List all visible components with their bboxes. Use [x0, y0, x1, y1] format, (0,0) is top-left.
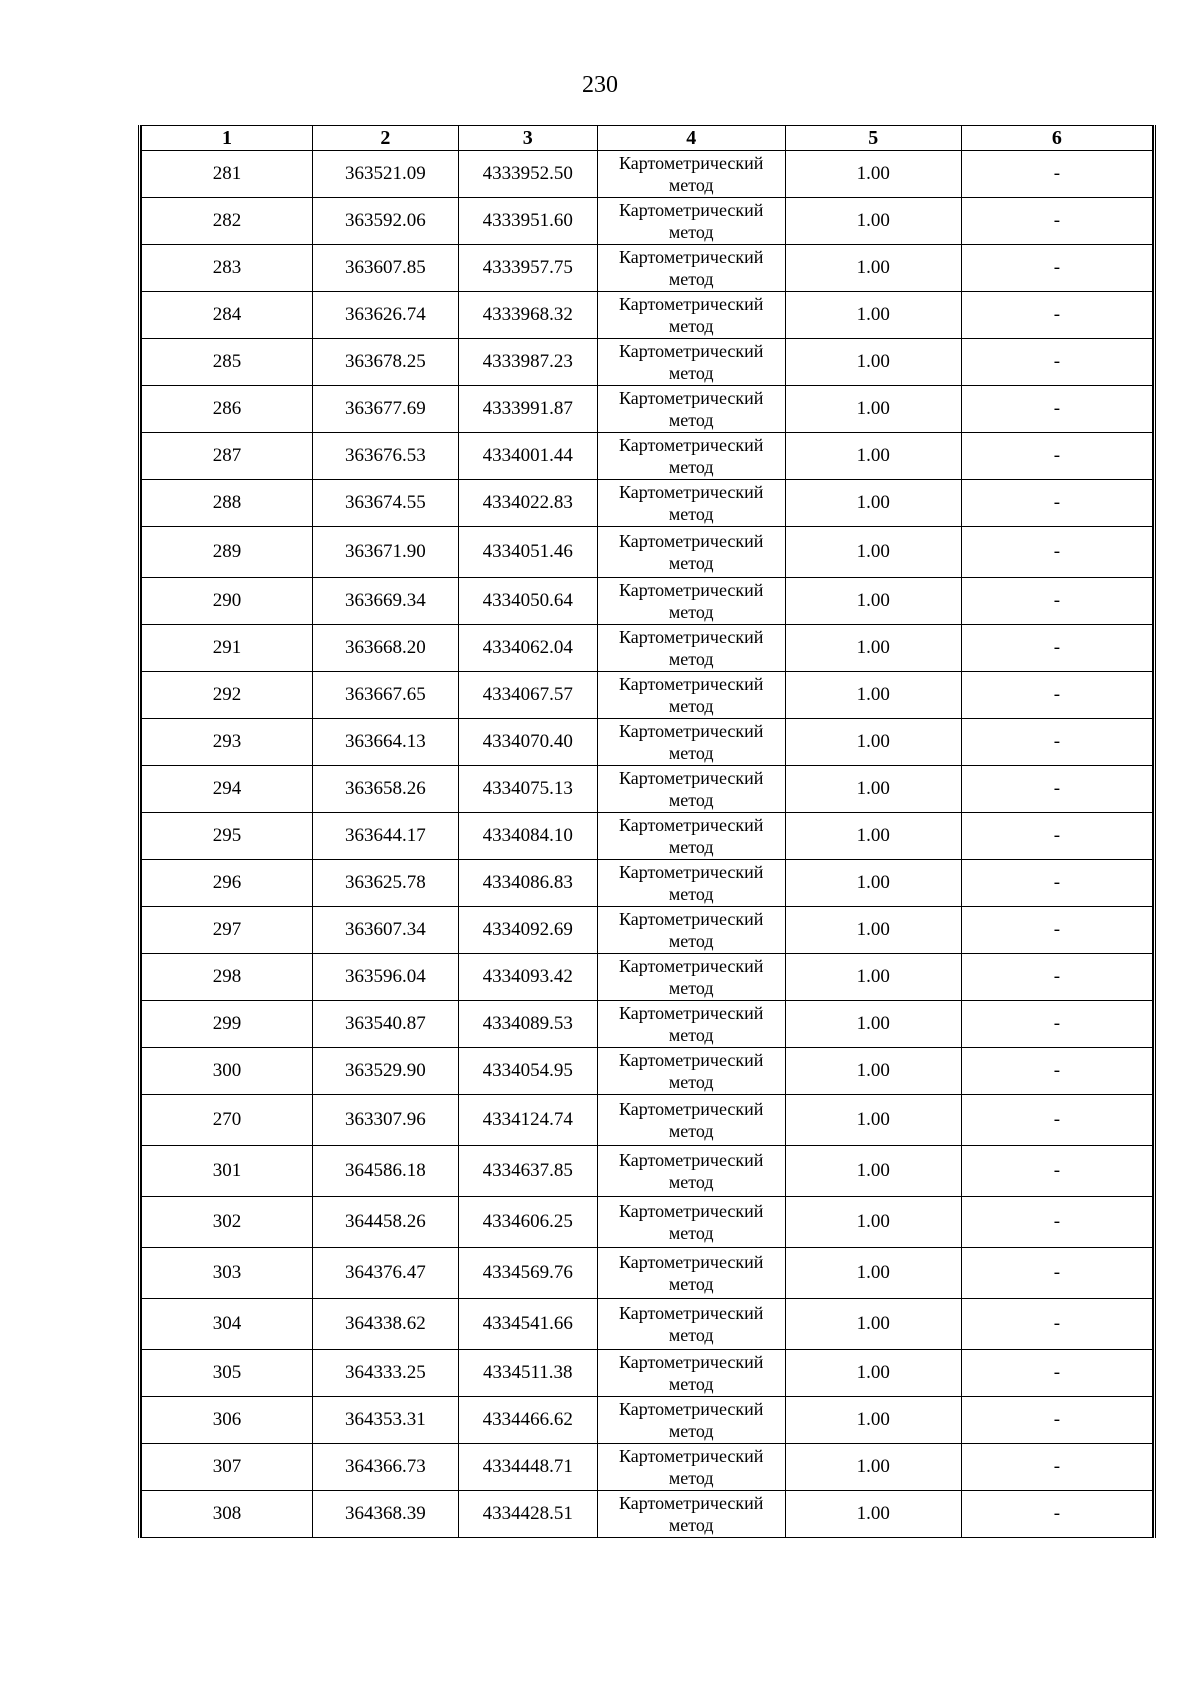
note-cell: - — [961, 1248, 1152, 1299]
point-number-cell: 270 — [142, 1095, 313, 1146]
accuracy-cell: 1.00 — [785, 1048, 961, 1095]
point-number-cell: 295 — [142, 813, 313, 860]
coordinate-y-cell: 4334092.69 — [458, 907, 597, 954]
method-line-2: метод — [668, 884, 714, 904]
method-line-1: Картометрический — [619, 1150, 764, 1170]
note-cell: - — [961, 339, 1152, 386]
coordinate-x-cell: 364376.47 — [313, 1248, 459, 1299]
note-cell: - — [961, 1444, 1152, 1491]
note-cell: - — [961, 1095, 1152, 1146]
method-line-1: Картометрический — [619, 531, 764, 551]
table-body — [142, 151, 1153, 1538]
method-cell — [597, 954, 785, 1001]
table-row — [142, 480, 1153, 527]
method-line-2: метод — [668, 1274, 714, 1294]
table-row — [142, 245, 1153, 292]
accuracy-cell: 1.00 — [785, 292, 961, 339]
coordinate-x-cell: 363671.90 — [313, 527, 459, 578]
coordinate-x-cell: 363658.26 — [313, 766, 459, 813]
method-line-2: метод — [668, 363, 714, 383]
note-cell: - — [961, 433, 1152, 480]
coordinate-x-cell: 363644.17 — [313, 813, 459, 860]
coordinate-y-cell: 4334075.13 — [458, 766, 597, 813]
table-row — [142, 719, 1153, 766]
column-header: 2 — [313, 126, 459, 151]
method-cell — [597, 1248, 785, 1299]
accuracy-cell: 1.00 — [785, 1248, 961, 1299]
column-header: 1 — [142, 126, 313, 151]
table-row — [142, 1397, 1153, 1444]
method-cell — [597, 1095, 785, 1146]
page-number: 230 — [582, 72, 618, 98]
note-cell: - — [961, 245, 1152, 292]
method-line-1: Картометрический — [619, 1050, 764, 1070]
coordinate-y-cell: 4334428.51 — [458, 1491, 597, 1538]
point-number-cell: 308 — [142, 1491, 313, 1538]
coordinate-x-cell: 364458.26 — [313, 1197, 459, 1248]
coordinate-y-cell: 4334067.57 — [458, 672, 597, 719]
table-row — [142, 433, 1153, 480]
method-line-2: метод — [668, 553, 714, 573]
point-number-cell: 285 — [142, 339, 313, 386]
method-line-1: Картометрический — [619, 580, 764, 600]
coordinate-x-cell: 363667.65 — [313, 672, 459, 719]
method-cell — [597, 1146, 785, 1197]
method-line-2: метод — [668, 1172, 714, 1192]
point-number-cell: 288 — [142, 480, 313, 527]
accuracy-cell: 1.00 — [785, 813, 961, 860]
method-line-1: Картометрический — [619, 1352, 764, 1372]
coordinate-y-cell: 4334086.83 — [458, 860, 597, 907]
method-line-1: Картометрический — [619, 1003, 764, 1023]
coordinate-x-cell: 364586.18 — [313, 1146, 459, 1197]
coordinate-y-cell: 4334062.04 — [458, 625, 597, 672]
method-line-2: метод — [668, 316, 714, 336]
note-cell: - — [961, 1350, 1152, 1397]
point-number-cell: 281 — [142, 151, 313, 198]
accuracy-cell: 1.00 — [785, 1001, 961, 1048]
table-row — [142, 1444, 1153, 1491]
method-cell — [597, 480, 785, 527]
coordinate-x-cell: 363668.20 — [313, 625, 459, 672]
accuracy-cell: 1.00 — [785, 954, 961, 1001]
accuracy-cell: 1.00 — [785, 198, 961, 245]
point-number-cell: 305 — [142, 1350, 313, 1397]
method-line-2: метод — [668, 410, 714, 430]
table-row — [142, 1299, 1153, 1350]
method-line-2: метод — [668, 1121, 714, 1141]
table-row — [142, 1491, 1153, 1538]
coordinate-x-cell: 363607.85 — [313, 245, 459, 292]
table-row — [142, 386, 1153, 433]
table-row — [142, 527, 1153, 578]
coordinate-y-cell: 4334511.38 — [458, 1350, 597, 1397]
method-line-2: метод — [668, 457, 714, 477]
accuracy-cell: 1.00 — [785, 1444, 961, 1491]
method-line-1: Картометрический — [619, 1201, 764, 1221]
coordinate-y-cell: 4333952.50 — [458, 151, 597, 198]
note-cell: - — [961, 1048, 1152, 1095]
table-row — [142, 578, 1153, 625]
table-row — [142, 198, 1153, 245]
table-row — [142, 1095, 1153, 1146]
method-cell — [597, 386, 785, 433]
accuracy-cell: 1.00 — [785, 480, 961, 527]
coordinate-x-cell: 363307.96 — [313, 1095, 459, 1146]
table-row — [142, 151, 1153, 198]
method-cell — [597, 1444, 785, 1491]
method-line-2: метод — [668, 504, 714, 524]
accuracy-cell: 1.00 — [785, 578, 961, 625]
method-cell — [597, 813, 785, 860]
method-line-1: Картометрический — [619, 862, 764, 882]
method-cell — [597, 766, 785, 813]
table-row — [142, 672, 1153, 719]
note-cell: - — [961, 719, 1152, 766]
column-header: 3 — [458, 126, 597, 151]
accuracy-cell: 1.00 — [785, 625, 961, 672]
method-line-1: Картометрический — [619, 388, 764, 408]
method-line-1: Картометрический — [619, 721, 764, 741]
table-row — [142, 954, 1153, 1001]
table-row — [142, 1001, 1153, 1048]
method-line-1: Картометрический — [619, 1303, 764, 1323]
coordinate-x-cell: 364353.31 — [313, 1397, 459, 1444]
point-number-cell: 301 — [142, 1146, 313, 1197]
accuracy-cell: 1.00 — [785, 1350, 961, 1397]
point-number-cell: 291 — [142, 625, 313, 672]
method-line-2: метод — [668, 1374, 714, 1394]
point-number-cell: 289 — [142, 527, 313, 578]
table-row — [142, 1350, 1153, 1397]
method-line-1: Картометрический — [619, 1493, 764, 1513]
note-cell: - — [961, 198, 1152, 245]
method-line-1: Картометрический — [619, 482, 764, 502]
method-line-2: метод — [668, 1223, 714, 1243]
point-number-cell: 284 — [142, 292, 313, 339]
method-cell — [597, 907, 785, 954]
note-cell: - — [961, 672, 1152, 719]
note-cell: - — [961, 386, 1152, 433]
table-row — [142, 1197, 1153, 1248]
coordinate-x-cell: 363676.53 — [313, 433, 459, 480]
note-cell: - — [961, 578, 1152, 625]
point-number-cell: 290 — [142, 578, 313, 625]
method-cell — [597, 672, 785, 719]
coordinate-y-cell: 4333987.23 — [458, 339, 597, 386]
method-line-2: метод — [668, 222, 714, 242]
table-row — [142, 813, 1153, 860]
coordinate-y-cell: 4334093.42 — [458, 954, 597, 1001]
coordinate-y-cell: 4333991.87 — [458, 386, 597, 433]
coordinate-y-cell: 4334637.85 — [458, 1146, 597, 1197]
coordinate-x-cell: 363669.34 — [313, 578, 459, 625]
method-line-2: метод — [668, 1325, 714, 1345]
point-number-cell: 286 — [142, 386, 313, 433]
method-line-1: Картометрический — [619, 294, 764, 314]
table-header-row — [142, 126, 1153, 151]
coordinate-x-cell: 363677.69 — [313, 386, 459, 433]
column-header: 6 — [961, 126, 1152, 151]
method-line-2: метод — [668, 1468, 714, 1488]
method-cell — [597, 1491, 785, 1538]
coordinate-x-cell: 363678.25 — [313, 339, 459, 386]
note-cell: - — [961, 813, 1152, 860]
method-line-1: Картометрический — [619, 674, 764, 694]
method-line-2: метод — [668, 931, 714, 951]
method-cell — [597, 339, 785, 386]
coordinate-y-cell: 4334124.74 — [458, 1095, 597, 1146]
method-cell — [597, 1048, 785, 1095]
point-number-cell: 292 — [142, 672, 313, 719]
point-number-cell: 300 — [142, 1048, 313, 1095]
accuracy-cell: 1.00 — [785, 860, 961, 907]
method-cell — [597, 578, 785, 625]
coordinates-table-wrapper — [138, 125, 1156, 1538]
note-cell: - — [961, 480, 1152, 527]
method-line-2: метод — [668, 602, 714, 622]
point-number-cell: 306 — [142, 1397, 313, 1444]
method-line-2: метод — [668, 790, 714, 810]
method-cell — [597, 151, 785, 198]
note-cell: - — [961, 151, 1152, 198]
note-cell: - — [961, 954, 1152, 1001]
accuracy-cell: 1.00 — [785, 433, 961, 480]
method-cell — [597, 1299, 785, 1350]
accuracy-cell: 1.00 — [785, 1095, 961, 1146]
point-number-cell: 283 — [142, 245, 313, 292]
method-line-2: метод — [668, 837, 714, 857]
accuracy-cell: 1.00 — [785, 719, 961, 766]
note-cell: - — [961, 1001, 1152, 1048]
method-cell — [597, 719, 785, 766]
point-number-cell: 294 — [142, 766, 313, 813]
method-line-1: Картометрический — [619, 200, 764, 220]
method-line-1: Картометрический — [619, 247, 764, 267]
coordinate-y-cell: 4334089.53 — [458, 1001, 597, 1048]
coordinate-y-cell: 4334569.76 — [458, 1248, 597, 1299]
table-row — [142, 766, 1153, 813]
note-cell: - — [961, 766, 1152, 813]
coordinate-x-cell: 363529.90 — [313, 1048, 459, 1095]
method-cell — [597, 292, 785, 339]
accuracy-cell: 1.00 — [785, 527, 961, 578]
coordinate-y-cell: 4334541.66 — [458, 1299, 597, 1350]
accuracy-cell: 1.00 — [785, 1197, 961, 1248]
point-number-cell: 297 — [142, 907, 313, 954]
accuracy-cell: 1.00 — [785, 1491, 961, 1538]
coordinates-table — [141, 125, 1153, 1538]
note-cell: - — [961, 625, 1152, 672]
coordinate-x-cell: 364338.62 — [313, 1299, 459, 1350]
method-cell — [597, 527, 785, 578]
table-row — [142, 625, 1153, 672]
method-cell — [597, 625, 785, 672]
accuracy-cell: 1.00 — [785, 907, 961, 954]
table-row — [142, 1048, 1153, 1095]
method-line-1: Картометрический — [619, 1399, 764, 1419]
point-number-cell: 302 — [142, 1197, 313, 1248]
method-line-1: Картометрический — [619, 435, 764, 455]
note-cell: - — [961, 907, 1152, 954]
accuracy-cell: 1.00 — [785, 1299, 961, 1350]
coordinate-y-cell: 4334084.10 — [458, 813, 597, 860]
coordinate-x-cell: 363521.09 — [313, 151, 459, 198]
accuracy-cell: 1.00 — [785, 245, 961, 292]
accuracy-cell: 1.00 — [785, 1397, 961, 1444]
method-cell — [597, 1397, 785, 1444]
method-line-1: Картометрический — [619, 768, 764, 788]
method-line-1: Картометрический — [619, 1099, 764, 1119]
method-line-2: метод — [668, 1515, 714, 1535]
accuracy-cell: 1.00 — [785, 151, 961, 198]
coordinate-x-cell: 364366.73 — [313, 1444, 459, 1491]
coordinate-y-cell: 4334466.62 — [458, 1397, 597, 1444]
coordinate-x-cell: 363674.55 — [313, 480, 459, 527]
note-cell: - — [961, 1146, 1152, 1197]
table-row — [142, 339, 1153, 386]
coordinate-y-cell: 4333951.60 — [458, 198, 597, 245]
method-line-2: метод — [668, 1025, 714, 1045]
column-header: 5 — [785, 126, 961, 151]
table-row — [142, 292, 1153, 339]
method-line-2: метод — [668, 1072, 714, 1092]
point-number-cell: 296 — [142, 860, 313, 907]
method-line-2: метод — [668, 649, 714, 669]
note-cell: - — [961, 292, 1152, 339]
method-line-1: Картометрический — [619, 627, 764, 647]
table-row — [142, 1248, 1153, 1299]
table-row — [142, 1146, 1153, 1197]
coordinate-x-cell: 363625.78 — [313, 860, 459, 907]
point-number-cell: 299 — [142, 1001, 313, 1048]
method-cell — [597, 1350, 785, 1397]
coordinate-x-cell: 364368.39 — [313, 1491, 459, 1538]
point-number-cell: 303 — [142, 1248, 313, 1299]
note-cell: - — [961, 1299, 1152, 1350]
coordinate-x-cell: 363596.04 — [313, 954, 459, 1001]
point-number-cell: 293 — [142, 719, 313, 766]
method-line-1: Картометрический — [619, 153, 764, 173]
note-cell: - — [961, 527, 1152, 578]
method-line-1: Картометрический — [619, 956, 764, 976]
coordinate-y-cell: 4334022.83 — [458, 480, 597, 527]
coordinate-y-cell: 4334606.25 — [458, 1197, 597, 1248]
note-cell: - — [961, 1491, 1152, 1538]
table-row — [142, 907, 1153, 954]
coordinate-x-cell: 363607.34 — [313, 907, 459, 954]
method-cell — [597, 245, 785, 292]
point-number-cell: 307 — [142, 1444, 313, 1491]
coordinate-y-cell: 4334070.40 — [458, 719, 597, 766]
method-line-1: Картометрический — [619, 1252, 764, 1272]
coordinate-x-cell: 363592.06 — [313, 198, 459, 245]
method-line-2: метод — [668, 978, 714, 998]
accuracy-cell: 1.00 — [785, 339, 961, 386]
accuracy-cell: 1.00 — [785, 766, 961, 813]
method-line-1: Картометрический — [619, 1446, 764, 1466]
accuracy-cell: 1.00 — [785, 672, 961, 719]
note-cell: - — [961, 860, 1152, 907]
method-cell — [597, 198, 785, 245]
point-number-cell: 298 — [142, 954, 313, 1001]
method-line-1: Картометрический — [619, 909, 764, 929]
note-cell: - — [961, 1197, 1152, 1248]
coordinate-x-cell: 364333.25 — [313, 1350, 459, 1397]
coordinate-y-cell: 4334051.46 — [458, 527, 597, 578]
accuracy-cell: 1.00 — [785, 386, 961, 433]
method-line-2: метод — [668, 696, 714, 716]
column-header: 4 — [597, 126, 785, 151]
coordinate-y-cell: 4334050.64 — [458, 578, 597, 625]
method-line-1: Картометрический — [619, 341, 764, 361]
coordinate-y-cell: 4334054.95 — [458, 1048, 597, 1095]
coordinate-x-cell: 363540.87 — [313, 1001, 459, 1048]
method-line-2: метод — [668, 175, 714, 195]
coordinate-x-cell: 363626.74 — [313, 292, 459, 339]
method-cell — [597, 860, 785, 907]
point-number-cell: 304 — [142, 1299, 313, 1350]
note-cell: - — [961, 1397, 1152, 1444]
point-number-cell: 282 — [142, 198, 313, 245]
method-cell — [597, 1197, 785, 1248]
method-cell — [597, 1001, 785, 1048]
method-cell — [597, 433, 785, 480]
method-line-1: Картометрический — [619, 815, 764, 835]
table-row — [142, 860, 1153, 907]
coordinate-x-cell: 363664.13 — [313, 719, 459, 766]
method-line-2: метод — [668, 743, 714, 763]
accuracy-cell: 1.00 — [785, 1146, 961, 1197]
method-line-2: метод — [668, 269, 714, 289]
coordinate-y-cell: 4333957.75 — [458, 245, 597, 292]
coordinate-y-cell: 4334001.44 — [458, 433, 597, 480]
coordinate-y-cell: 4333968.32 — [458, 292, 597, 339]
coordinate-y-cell: 4334448.71 — [458, 1444, 597, 1491]
point-number-cell: 287 — [142, 433, 313, 480]
method-line-2: метод — [668, 1421, 714, 1441]
